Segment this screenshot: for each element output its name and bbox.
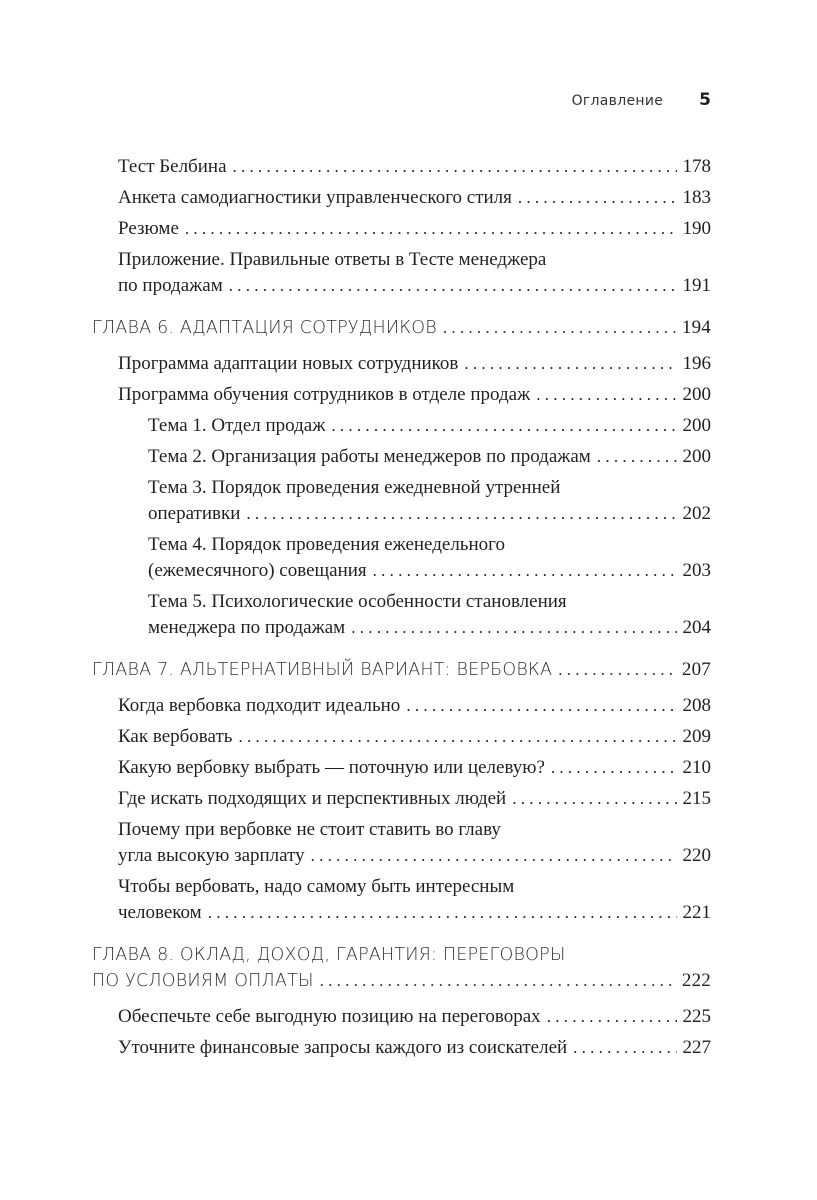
toc-entry-line [92, 942, 711, 968]
toc-section[interactable] [118, 1004, 711, 1030]
toc-entry-title: Почему при вербовке не стоит ставить во главу [118, 819, 501, 840]
toc-entry-line [118, 382, 711, 408]
toc-entry-title: ПО УСЛОВИЯМ ОПЛАТЫ [92, 971, 314, 991]
dot-leader [443, 315, 676, 341]
toc-entry-title: Тема 3. Порядок проведения ежедневной утренней [148, 477, 561, 498]
toc-page-number: 225 [682, 1006, 711, 1027]
dot-leader [536, 382, 676, 408]
toc-page-number: 191 [682, 275, 711, 296]
toc-page-number: 204 [682, 617, 711, 638]
dot-leader [373, 558, 677, 584]
toc-entry-line [148, 475, 711, 501]
toc-entry-line [118, 874, 711, 900]
toc-page-number: 222 [681, 970, 711, 991]
toc-entry-line [118, 351, 711, 377]
toc-entry-title: Тема 5. Психологические особенности становления [148, 591, 567, 612]
toc-entry-title: менеджера по продажам [148, 617, 346, 638]
toc-page-number: 208 [682, 695, 711, 716]
dot-leader [246, 501, 676, 527]
toc-section[interactable] [118, 247, 711, 299]
toc-entry-title: угла высокую зарплату [118, 845, 305, 866]
toc-entry-title: Какую вербовку выбрать — поточную или целевую? [118, 757, 545, 778]
toc-entry-line [118, 273, 711, 299]
dot-leader [320, 968, 676, 994]
toc-subsection[interactable] [148, 589, 711, 641]
toc-section[interactable] [118, 724, 711, 750]
toc-page-number: 196 [682, 353, 711, 374]
toc-entry-title: (ежемесячного) совещания [148, 560, 367, 581]
table-of-contents [0, 154, 817, 1066]
toc-entry-line [118, 843, 711, 869]
toc-entry-line [118, 900, 711, 926]
toc-page-number: 221 [682, 902, 711, 923]
dot-leader [512, 786, 676, 812]
dot-leader [238, 724, 676, 750]
toc-entry-title: Программа адаптации новых сотрудников [118, 353, 459, 374]
toc-entry-line [92, 315, 711, 341]
toc-entry-line [118, 247, 711, 273]
toc-entry-title: Тема 2. Организация работы менеджеров по продажам [148, 446, 591, 467]
toc-entry-line [148, 532, 711, 558]
toc-entry-title: Тест Белбина [118, 156, 227, 177]
toc-entry-line [148, 589, 711, 615]
toc-chapter[interactable] [92, 942, 711, 994]
toc-section[interactable] [118, 216, 711, 242]
toc-entry-line [118, 786, 711, 812]
dot-leader [518, 185, 677, 211]
page-number: 5 [699, 90, 711, 110]
toc-page-number: 207 [681, 659, 711, 680]
toc-chapter[interactable] [92, 657, 711, 683]
toc-entry-title: Где искать подходящих и перспективных людей [118, 788, 507, 809]
toc-page-number: 209 [682, 726, 711, 747]
dot-leader [573, 1035, 676, 1061]
toc-entry-title: Резюме [118, 218, 179, 239]
dot-leader [464, 351, 676, 377]
toc-page-number: 178 [682, 156, 711, 177]
toc-entry-title: человеком [118, 902, 202, 923]
toc-entry-line [118, 185, 711, 211]
dot-leader [558, 657, 676, 683]
toc-page-number: 183 [682, 187, 711, 208]
toc-subsection[interactable] [148, 444, 711, 470]
toc-entry-line [148, 413, 711, 439]
toc-page-number: 202 [682, 503, 711, 524]
toc-entry-title: Тема 4. Порядок проведения еженедельного [148, 534, 505, 555]
toc-entry-title: Когда вербовка подходит идеально [118, 695, 401, 716]
dot-leader [351, 615, 676, 641]
toc-entry-title: ГЛАВА 6. АДАПТАЦИЯ СОТРУДНИКОВ [92, 318, 437, 338]
toc-entry-title: ГЛАВА 7. АЛЬТЕРНАТИВНЫЙ ВАРИАНТ: ВЕРБОВКА [92, 660, 553, 680]
toc-entry-line [118, 693, 711, 719]
dot-leader [551, 755, 677, 781]
dot-leader [233, 154, 677, 180]
toc-entry-line [118, 755, 711, 781]
toc-entry-line [148, 558, 711, 584]
toc-entry-title: Тема 1. Отдел продаж [148, 415, 326, 436]
dot-leader [597, 444, 677, 470]
toc-entry-title: Приложение. Правильные ответы в Тесте менеджера [118, 249, 547, 270]
toc-entry-title: Как вербовать [118, 726, 233, 747]
toc-section[interactable] [118, 154, 711, 180]
toc-entry-title: по продажам [118, 275, 223, 296]
dot-leader [185, 216, 677, 242]
toc-subsection[interactable] [148, 475, 711, 527]
toc-page-number: 203 [682, 560, 711, 581]
dot-leader [229, 273, 677, 299]
toc-entry-line [148, 444, 711, 470]
toc-section[interactable] [118, 1035, 711, 1061]
toc-section[interactable] [118, 786, 711, 812]
toc-section[interactable] [118, 351, 711, 377]
toc-page-number: 190 [682, 218, 711, 239]
dot-leader [331, 413, 676, 439]
running-header [572, 90, 711, 110]
toc-entry-title: Программа обучения сотрудников в отделе продаж [118, 384, 531, 405]
toc-entry-title: оперативки [148, 503, 241, 524]
toc-page-number: 200 [682, 446, 711, 467]
toc-section[interactable] [118, 185, 711, 211]
toc-section[interactable] [118, 693, 711, 719]
toc-page-number: 227 [682, 1037, 711, 1058]
toc-page-number: 220 [682, 845, 711, 866]
toc-entry-line [92, 657, 711, 683]
toc-section[interactable] [118, 382, 711, 408]
toc-subsection[interactable] [148, 532, 711, 584]
toc-entry-line [118, 1004, 711, 1030]
toc-entry-line [118, 154, 711, 180]
toc-page-number: 215 [682, 788, 711, 809]
toc-page-number: 200 [682, 415, 711, 436]
running-header-title: Оглавление [571, 93, 664, 109]
toc-entry-title: Обеспечьте себе выгодную позицию на переговорах [118, 1006, 541, 1027]
toc-subsection[interactable] [148, 413, 711, 439]
toc-section[interactable] [118, 755, 711, 781]
toc-page-number: 200 [682, 384, 711, 405]
toc-section[interactable] [118, 817, 711, 869]
toc-entry-line [92, 968, 711, 994]
toc-entry-line [118, 216, 711, 242]
toc-chapter[interactable] [92, 315, 711, 341]
dot-leader [208, 900, 677, 926]
toc-entry-line [118, 724, 711, 750]
dot-leader [406, 693, 676, 719]
toc-entry-title: ГЛАВА 8. ОКЛАД, ДОХОД, ГАРАНТИЯ: ПЕРЕГОВОРЫ [92, 945, 566, 965]
toc-section[interactable] [118, 874, 711, 926]
toc-entry-line [148, 615, 711, 641]
toc-entry-line [118, 817, 711, 843]
dot-leader [547, 1004, 677, 1030]
toc-entry-title: Уточните финансовые запросы каждого из соискателей [118, 1037, 568, 1058]
toc-entry-title: Анкета самодиагностики управленческого стиля [118, 187, 512, 208]
dot-leader [311, 843, 677, 869]
toc-entry-title: Чтобы вербовать, надо самому быть интересным [118, 876, 515, 897]
toc-page-number: 194 [681, 317, 711, 338]
toc-page-number: 210 [682, 757, 711, 778]
toc-entry-line [118, 1035, 711, 1061]
toc-entry-line [148, 501, 711, 527]
